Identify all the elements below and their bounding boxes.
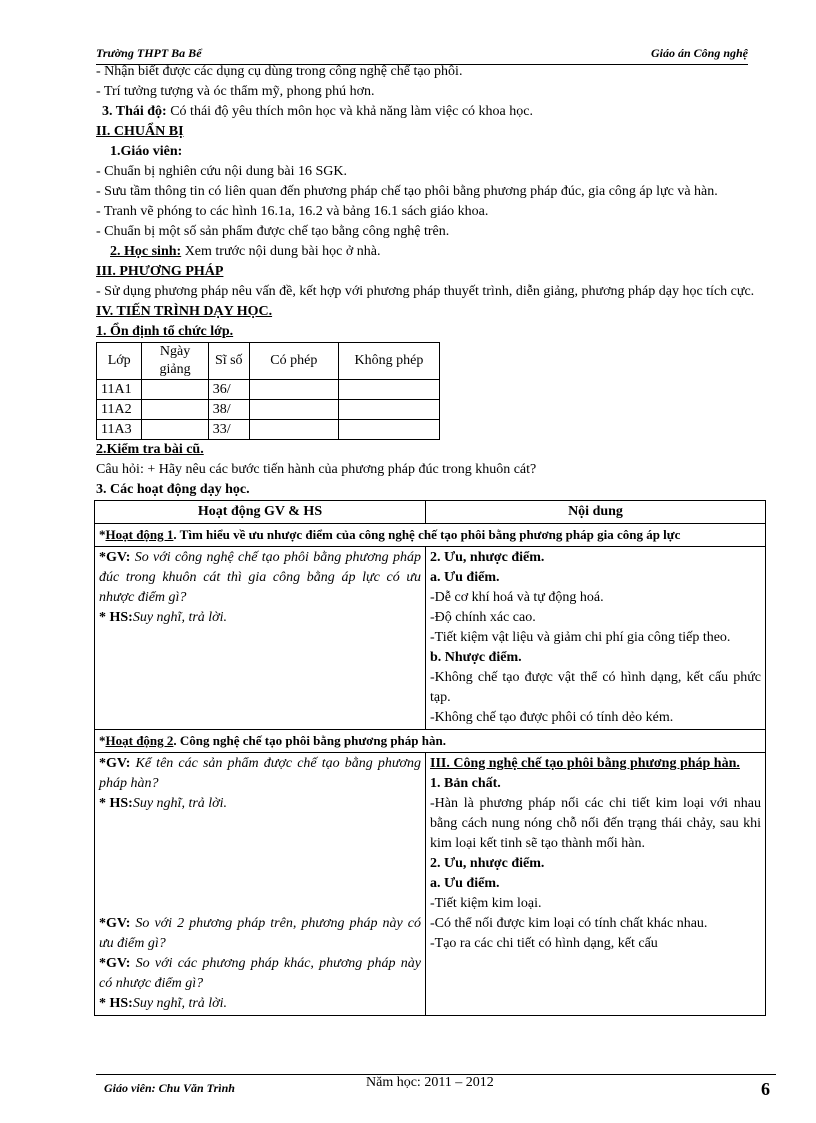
activity-2-label: Hoạt động 2 xyxy=(105,733,174,748)
cell-date xyxy=(142,420,208,440)
teacher-item-1: - Chuẩn bị nghiên cứu nội dung bài 16 SGK. xyxy=(96,164,348,179)
gv-label: *GV: xyxy=(99,756,131,771)
attendance-header-row xyxy=(97,343,440,380)
activity-2-title: *Hoạt động 2. Công nghệ chế tạo phôi bằng phương pháp hàn. xyxy=(95,730,766,753)
gv-question xyxy=(99,548,421,608)
activity-1-teacher-cell xyxy=(95,547,426,730)
student-label: 2. Học sinh: xyxy=(110,244,182,259)
hs-label: * HS: xyxy=(99,796,133,811)
method-text: - Sử dụng phương pháp nêu vấn đề, kết hợp với phương pháp thuyết trình, diễn giảng, phương pháp dạy học tích cực. xyxy=(96,284,755,299)
hs-answer xyxy=(99,608,421,628)
content-nature: 1. Bản chất. xyxy=(430,776,501,791)
content-advantages: a. Ưu điểm. xyxy=(430,876,500,891)
section-prep-title: II. CHUẨN BỊ xyxy=(96,124,184,139)
content-heading: 2. Ưu, nhược điểm. xyxy=(430,550,545,565)
gv-question xyxy=(99,754,421,794)
activities-table xyxy=(94,500,766,1016)
cell-excused xyxy=(249,420,338,440)
activity-2-content-cell xyxy=(426,753,766,1016)
content-disadvantages: b. Nhược điểm. xyxy=(430,650,522,665)
gv-question xyxy=(99,954,421,994)
col-activity: Hoạt động GV & HS xyxy=(95,501,426,524)
gv-text: So với công nghệ chế tạo phôi bằng phương pháp đúc trong khuôn cát thì gia công bằng áp lực có ưu nhược điểm gì? xyxy=(99,550,421,605)
teacher-name: Giáo viên: Chu Văn Trình xyxy=(104,1081,235,1095)
activities-header-row xyxy=(95,501,766,524)
cell-class: 11A3 xyxy=(97,420,142,440)
check-question: Câu hỏi: + Hãy nêu các bước tiến hành của phương pháp đúc trong khuôn cát? xyxy=(96,462,537,477)
spacer xyxy=(99,814,421,914)
hs-label: * HS: xyxy=(99,996,133,1011)
cell-unexcused xyxy=(338,420,439,440)
hs-text: Suy nghĩ, trả lời. xyxy=(132,796,228,811)
page-content xyxy=(96,62,760,1016)
col-date: Ngày giảng xyxy=(142,343,208,380)
table-row xyxy=(97,420,440,440)
activity-1-content-cell xyxy=(426,547,766,730)
content-item: -Dễ cơ khí hoá và tự động hoá. xyxy=(430,590,604,605)
section-method-title: III. PHƯƠNG PHÁP xyxy=(96,264,224,279)
cell-unexcused xyxy=(338,380,439,400)
activity-2-title-row xyxy=(95,730,766,753)
cell-excused xyxy=(249,400,338,420)
content-item: -Có thể nối được kim loại có tính chất khác nhau. xyxy=(430,916,708,931)
col-excused: Có phép xyxy=(249,343,338,380)
content-pros-cons: 2. Ưu, nhược điểm. xyxy=(430,856,545,871)
content-item: -Tiết kiệm vật liệu và giảm chi phí gia công tiếp theo. xyxy=(430,630,731,645)
table-row xyxy=(97,400,440,420)
document-type: Giáo án Công nghệ xyxy=(650,46,748,60)
student-line xyxy=(96,242,760,262)
teacher-item-2: - Sưu tầm thông tin có liên quan đến phương pháp chế tạo phôi bằng phương pháp đúc, gia công áp lực và hàn. xyxy=(96,184,718,199)
content-advantages: a. Ưu điểm. xyxy=(430,570,500,585)
teacher-item-3: - Tranh vẽ phóng to các hình 16.1a, 16.2 và bảng 16.1 sách giáo khoa. xyxy=(96,204,489,219)
gv-question xyxy=(99,914,421,954)
content-item: -Hàn là phương pháp nối các chi tiết kim loại với nhau bằng cách nung nóng chỗ nối đến trạng thái chảy, sau khi kim loại kết tinh sẽ tạo thành mối hàn. xyxy=(430,796,761,851)
col-unexcused: Không phép xyxy=(338,343,439,380)
activities-title: 3. Các hoạt động dạy học. xyxy=(96,482,250,497)
hs-answer xyxy=(99,794,421,814)
gv-label: *GV: xyxy=(99,956,131,971)
cell-date xyxy=(142,380,208,400)
attitude-text: Có thái độ yêu thích môn học và khả năng làm việc có khoa học. xyxy=(166,104,533,119)
table-row xyxy=(97,380,440,400)
student-text: Xem trước nội dung bài học ở nhà. xyxy=(181,244,381,259)
cell-count: 36/ xyxy=(208,380,249,400)
gv-text: Kể tên các sản phẩm được chế tạo bằng phương pháp hàn? xyxy=(99,756,421,791)
intro-line-1: - Nhận biết được các dụng cụ dùng trong công nghệ chế tạo phôi. xyxy=(96,64,463,79)
gv-label: *GV: xyxy=(99,550,131,565)
activity-2-teacher-cell xyxy=(95,753,426,1016)
teacher-label: 1.Giáo viên: xyxy=(110,144,183,159)
activity-1-label: Hoạt động 1 xyxy=(105,527,174,542)
hs-answer xyxy=(99,994,421,1014)
attitude-line xyxy=(96,102,760,122)
hs-text: Suy nghĩ, trả lời. xyxy=(132,996,228,1011)
col-content: Nội dung xyxy=(426,501,766,524)
hs-text: Suy nghĩ, trả lời. xyxy=(132,610,228,625)
activity-2-row xyxy=(95,753,766,1016)
activity-1-title-row xyxy=(95,524,766,547)
attitude-label: 3. Thái độ: xyxy=(102,104,167,119)
content-heading: III. Công nghệ chế tạo phôi bằng phương pháp hàn. xyxy=(430,756,740,771)
activity-1-title: *Hoạt động 1. Tìm hiểu về ưu nhược điểm của công nghệ chế tạo phôi bằng phương pháp gia công áp lực xyxy=(95,524,766,547)
school-year: Năm học: 2011 – 2012 xyxy=(366,1075,494,1090)
teacher-item-4: - Chuẩn bị một số sản phẩm được chế tạo bằng công nghệ trên. xyxy=(96,224,450,239)
check-title: 2.Kiểm tra bài cũ. xyxy=(96,442,204,457)
content-item: -Không chế tạo được vật thể có hình dạng, kết cấu phức tạp. xyxy=(430,670,761,705)
org-title: 1. Ổn định tổ chức lớp. xyxy=(96,324,234,339)
intro-line-2: - Trí tưởng tượng và óc thẩm mỹ, phong phú hơn. xyxy=(96,84,375,99)
activity-2-title-text: . Công nghệ chế tạo phôi bằng phương pháp hàn. xyxy=(173,733,446,748)
gv-text: So với các phương pháp khác, phương pháp này có nhược điểm gì? xyxy=(99,956,421,991)
content-item: -Tiết kiệm kim loại. xyxy=(430,896,542,911)
cell-class: 11A2 xyxy=(97,400,142,420)
page-number: 6 xyxy=(761,1079,770,1099)
section-process-title: IV. TIẾN TRÌNH DẠY HỌC. xyxy=(96,304,273,319)
content-item: -Không chế tạo được phôi có tính dẻo kém. xyxy=(430,710,674,725)
cell-count: 33/ xyxy=(208,420,249,440)
content-item: -Độ chính xác cao. xyxy=(430,610,536,625)
content-item: -Tạo ra các chi tiết có hình dạng, kết cấu xyxy=(430,936,658,951)
cell-unexcused xyxy=(338,400,439,420)
col-count: Sĩ số xyxy=(208,343,249,380)
cell-excused xyxy=(249,380,338,400)
activity-1-row xyxy=(95,547,766,730)
cell-count: 38/ xyxy=(208,400,249,420)
col-class: Lớp xyxy=(97,343,142,380)
cell-class: 11A1 xyxy=(97,380,142,400)
hs-label: * HS: xyxy=(99,610,133,625)
page-footer xyxy=(96,1074,776,1097)
cell-date xyxy=(142,400,208,420)
attendance-table xyxy=(96,342,440,440)
gv-text: So với 2 phương pháp trên, phương pháp này có ưu điểm gì? xyxy=(99,916,421,951)
activity-1-title-text: . Tìm hiểu về ưu nhược điểm của công nghệ chế tạo phôi bằng phương pháp gia công áp lực xyxy=(173,527,681,542)
gv-label: *GV: xyxy=(99,916,131,931)
school-name: Trường THPT Ba Bể xyxy=(96,46,202,60)
